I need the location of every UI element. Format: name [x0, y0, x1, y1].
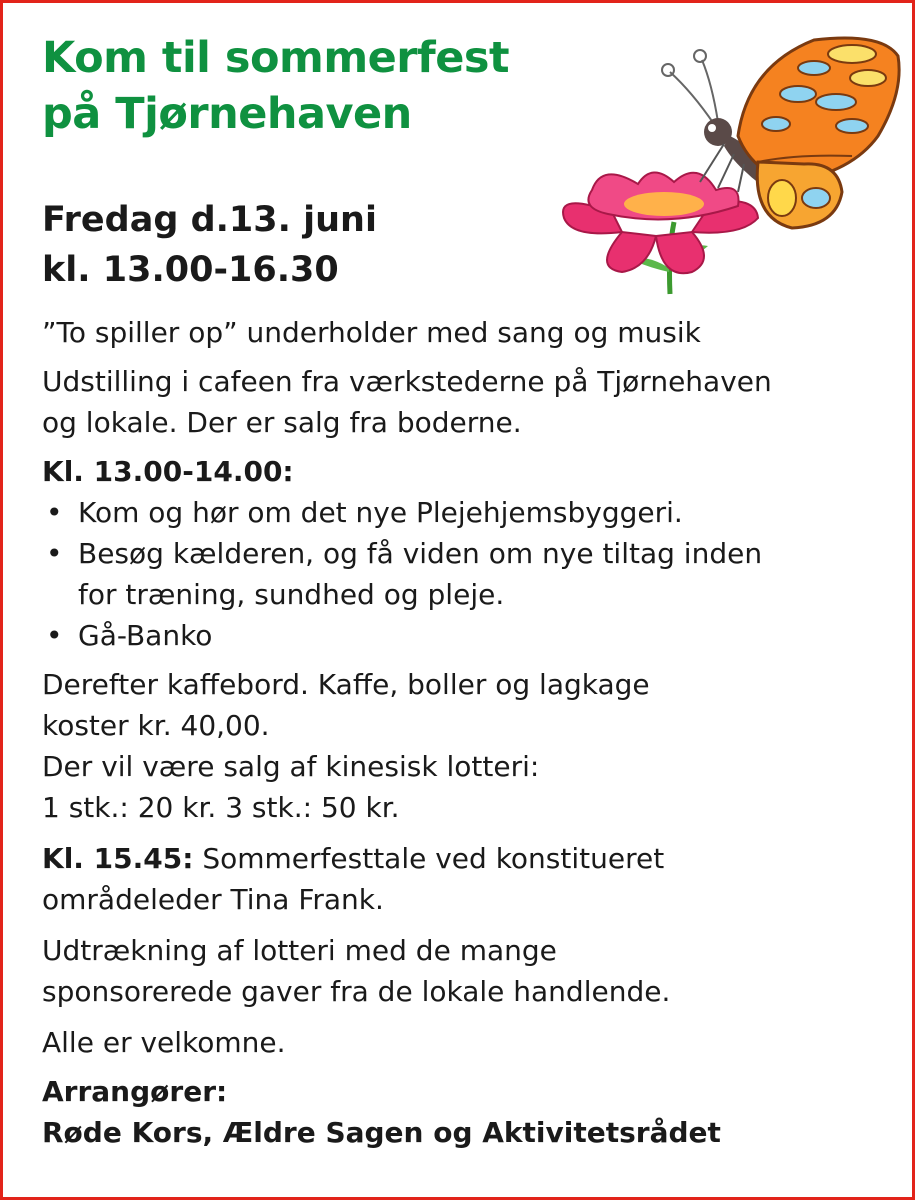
exhibition-text [42, 361, 892, 443]
list-item [42, 492, 892, 533]
organizers-block [42, 1071, 892, 1153]
draw-line-2: sponsorerede gaver fra de lokale handlende. [42, 975, 671, 1008]
welcome-text: Alle er velkomne. [42, 1026, 286, 1059]
time-line: kl. 13.00-16.30 [42, 250, 339, 290]
date-line-1: Fredag d.13. juni [42, 200, 377, 240]
lottery-line-1: Der vil være salg af kinesisk lotteri: [42, 750, 540, 783]
organizers-heading: Arrangører: [42, 1075, 228, 1108]
coffee-line-2: koster kr. 40,00. [42, 709, 270, 742]
bullet: • [46, 537, 63, 570]
poster-body [42, 312, 892, 1153]
draw-text [42, 930, 892, 1012]
lottery-line-2: 1 stk.: 20 kr. 3 stk.: 50 kr. [42, 791, 400, 824]
bullet: • [46, 619, 63, 652]
draw-line-1: Udtrækning af lotteri med de mange [42, 934, 557, 967]
list-item [42, 533, 892, 615]
list-item-text: Besøg kælderen, og få viden om nye tiltag inden [78, 537, 763, 570]
list-item-text: Kom og hør om det nye Plejehjemsbyggeri. [78, 496, 683, 529]
title-line-2: på Tjørnehaven [42, 89, 412, 139]
organizers-list: Røde Kors, Ældre Sagen og Aktivitetsrådet [42, 1116, 721, 1149]
poster-title [42, 30, 509, 142]
butterfly-on-flower-icon [552, 32, 904, 304]
speech-line-1: Sommerfesttale ved konstitueret [193, 842, 665, 875]
speech-time: Kl. 15.45: [42, 842, 194, 875]
coffee-line-1: Derefter kaffebord. Kaffe, boller og lagkage [42, 668, 650, 701]
bullet: • [46, 496, 63, 529]
coffee-text [42, 664, 892, 828]
list-item-text-cont: for træning, sundhed og pleje. [78, 578, 505, 611]
entertainment-text: ”To spiller op” underholder med sang og musik [42, 316, 701, 349]
list-item [42, 615, 892, 656]
program-list [42, 492, 892, 656]
section-heading-1300: Kl. 13.00-14.00: [42, 455, 294, 488]
exhibition-line-2: og lokale. Der er salg fra boderne. [42, 406, 522, 439]
speech-text [42, 838, 892, 920]
exhibition-line-1: Udstilling i cafeen fra værkstederne på Tjørnehaven [42, 365, 772, 398]
list-item-text: Gå-Banko [78, 619, 213, 652]
speech-line-2: områdeleder Tina Frank. [42, 883, 384, 916]
event-date [42, 195, 377, 295]
title-line-1: Kom til sommerfest [42, 33, 510, 83]
